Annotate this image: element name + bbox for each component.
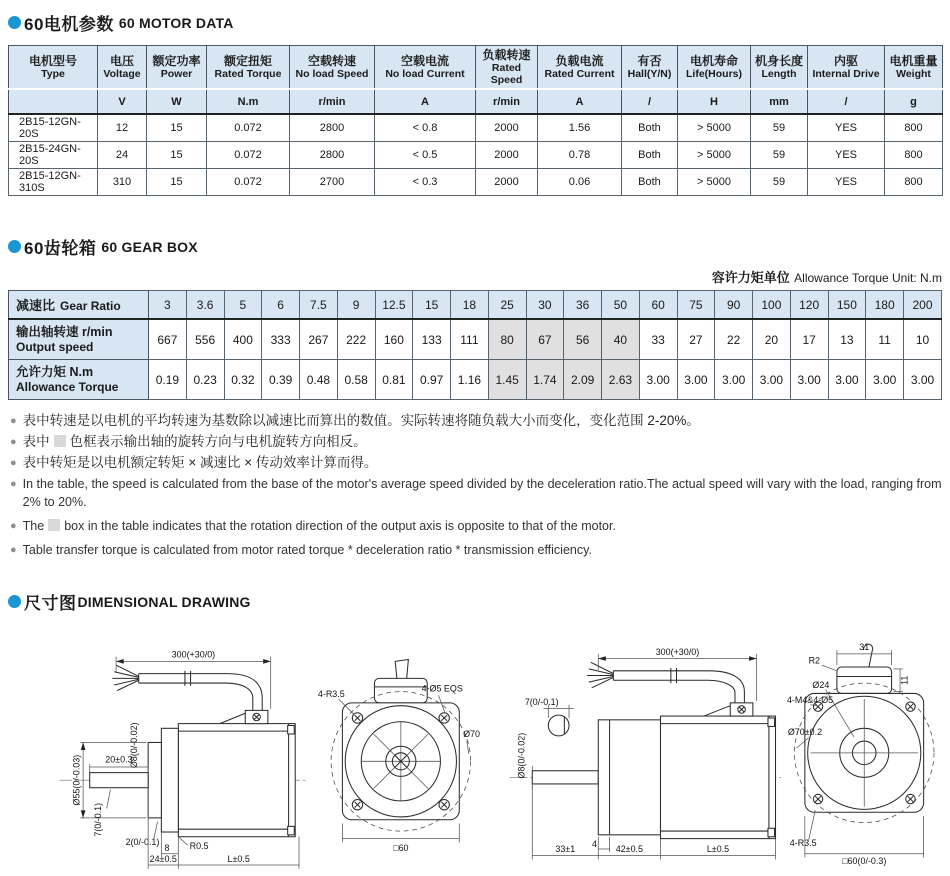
column-header-en: Rated Current [544,68,615,80]
data-cell: < 0.8 [375,114,476,142]
speed-cell: 400 [224,319,262,360]
note-line: ● 表中转矩是以电机额定转矩 × 减速比 × 传动效率计算而得。 [10,455,378,470]
torque-cell: 2.09 [564,360,602,400]
data-cell: < 0.5 [375,142,476,169]
row-label-zh: 允许力矩 N.m [16,365,94,379]
dim-label: □60 [393,842,409,853]
table-row [9,169,943,196]
dim-label: R2 [809,655,821,666]
motor-data-section [8,10,942,196]
column-header-zh: 内驱 [833,54,858,68]
speed-cell: 22 [715,319,753,360]
speed-cell: 111 [451,319,489,360]
column-header [751,46,808,90]
dim-label: 8 [164,842,170,853]
table-row [9,360,942,400]
column-header-zh: 额定扭矩 [223,54,272,68]
dim-label: 20±0.3 [105,754,133,765]
speed-cell: 160 [375,319,413,360]
table-row [9,142,943,169]
data-cell: 800 [885,142,943,169]
column-header-zh: 负载电流 [555,54,604,68]
dim-label: Ø55(0/-0.03) [71,754,82,806]
speed-cell: 267 [300,319,338,360]
speed-cell: 67 [526,319,564,360]
data-cell: 15 [147,142,207,169]
column-header [476,46,538,90]
ratio-cell: 30 [526,291,564,320]
ratio-cell: 90 [715,291,753,320]
ratio-cell: 36 [564,291,602,320]
dim-label: 7(0/-0.1) [524,696,559,707]
note-line: ● 表中转速是以电机的平均转速为基数除以减速比而算出的数值。实际转速将随负载大小而变化，变化范围 2-20%。 [10,413,700,428]
ratio-cell: 9 [337,291,375,320]
torque-cell: 1.16 [451,360,489,400]
speed-cell: 11 [866,319,904,360]
column-header-zh: 有否 [637,54,662,68]
column-header [207,46,290,90]
data-cell: 0.78 [538,142,622,169]
note-line: ● In the table, the speed is calculated from the base of the motor's average speed divided by the deceleration ratio.The actual speed will vary with the load, ranging from 2% to 20%. [10,477,942,509]
column-header-zh: 电机寿命 [689,54,738,68]
column-header-en: Hall(Y/N) [627,68,672,80]
column-header [375,46,476,90]
speed-cell: 56 [564,319,602,360]
ratio-cell: 100 [753,291,791,320]
column-unit: mm [751,89,808,114]
column-unit [9,89,98,114]
speed-cell: 80 [488,319,526,360]
gray-box-swatch [54,435,66,447]
row-label-zh: 输出轴转速 r/min [16,325,113,339]
dim-label: 31 [859,642,870,653]
column-header-zh: 机身长度 [754,54,803,68]
data-cell: 0.072 [207,169,290,196]
row-label-en: Gear Ratio [60,298,121,313]
dim-label: L±0.5 [227,854,250,865]
data-cell: > 5000 [678,142,751,169]
column-unit: / [808,89,885,114]
dimensional-drawings [52,624,942,876]
row-label-en: Allowance Torque [16,380,119,394]
column-unit: / [622,89,678,114]
column-header-en: No load Current [385,68,465,80]
torque-cell: 3.00 [904,360,942,400]
column-header-en: Weight [896,68,931,80]
section-title-dimensional [8,589,942,614]
torque-cell: 3.00 [828,360,866,400]
data-cell: 800 [885,169,943,196]
column-header-zh: 空载电流 [400,54,449,68]
data-cell: Both [622,169,678,196]
row-label-zh: 减速比 [16,297,56,313]
dim-label: 11 [900,675,911,685]
data-cell: 2000 [476,142,538,169]
ratio-cell: 6 [262,291,300,320]
motor-side-drawing [52,624,316,876]
dim-label: 7(0/-0.1) [93,802,104,837]
data-cell: 800 [885,114,943,142]
speed-cell: 333 [262,319,300,360]
ratio-cell: 200 [904,291,942,320]
dim-label: Ø8(0/-0.02) [128,722,139,769]
section-title-zh: 60电机参数 [24,15,114,34]
model-cell: 2B15-12GN-310S [9,169,98,196]
speed-cell: 33 [639,319,677,360]
dim-label: 4 [591,839,597,850]
speed-cell: 13 [828,319,866,360]
data-cell: 59 [751,114,808,142]
dim-label: Ø24 [812,679,830,690]
ratio-cell: 50 [602,291,640,320]
data-cell: YES [808,169,885,196]
torque-cell: 0.39 [262,360,300,400]
gearbox-table [8,290,942,400]
row-label [9,291,149,320]
data-cell: < 0.3 [375,169,476,196]
column-header-zh: 电压 [109,54,134,68]
dim-label: Ø70±0.2 [788,726,823,737]
model-cell: 2B15-24GN-20S [9,142,98,169]
dim-label: 4-R3.5 [317,689,345,700]
ratio-cell: 25 [488,291,526,320]
torque-cell: 0.48 [300,360,338,400]
ratio-cell: 3.6 [186,291,224,320]
motor-front-drawing [316,624,486,876]
torque-cell: 0.19 [149,360,187,400]
column-unit: V [98,89,147,114]
section-title-zh: 60齿轮箱 [24,239,97,258]
dim-label: □60(0/-0.3) [842,856,887,867]
data-cell: Both [622,114,678,142]
column-header [808,46,885,90]
note-line: ● The box in the table indicates that the rotation direction of the output axis is opposite to that of the motor. [10,519,616,533]
column-unit: g [885,89,943,114]
data-cell: 15 [147,169,207,196]
note-bullet-icon: ● [10,520,17,532]
bullet-dot-icon [8,240,21,253]
ratio-cell: 18 [451,291,489,320]
dim-label: Ø8(0/-0.02) [516,732,527,779]
data-cell: 0.072 [207,142,290,169]
data-cell: 12 [98,114,147,142]
column-header-en: Life(Hours) [686,68,742,80]
column-header [9,46,98,90]
dim-label: L±0.5 [706,843,729,854]
note-bullet-icon: ● [10,544,17,556]
dim-label: Ø70 [463,728,480,739]
data-cell: 310 [98,169,147,196]
dim-label: 33±1 [555,843,575,854]
ratio-cell: 3 [149,291,187,320]
torque-cell: 3.00 [753,360,791,400]
column-header-zh: 电机重量 [889,54,938,68]
column-header-zh: 负载转速 [482,48,531,62]
data-cell: 1.56 [538,114,622,142]
torque-cell: 1.45 [488,360,526,400]
ratio-cell: 75 [677,291,715,320]
header-row [9,46,943,90]
data-cell: > 5000 [678,114,751,142]
ratio-cell: 150 [828,291,866,320]
torque-cell: 0.23 [186,360,224,400]
data-cell: 15 [147,114,207,142]
bullet-dot-icon [8,595,21,608]
note-line: ● Table transfer torque is calculated from motor rated torque * deceleration ratio * transmission efficiency. [10,543,592,557]
table-row [9,114,943,142]
dim-label: 24±0.5 [149,854,177,865]
motor-data-table [8,45,943,196]
column-header-en: Rated Speed [490,62,523,86]
speed-cell: 20 [753,319,791,360]
dimensional-section [8,589,942,876]
column-header [622,46,678,90]
section-title-en: 60 GEAR BOX [101,238,198,255]
table-row [9,291,942,320]
column-unit: A [538,89,622,114]
ratio-cell: 5 [224,291,262,320]
column-header-en: Voltage [103,68,141,80]
column-header [538,46,622,90]
gearbox-section [8,234,942,559]
data-cell: YES [808,142,885,169]
column-header-zh: 电机型号 [28,54,77,68]
column-header-en: Type [41,68,65,80]
ratio-cell: 15 [413,291,451,320]
note-bullet-icon: ● [10,478,17,490]
dim-label: 300(+30/0) [171,649,216,660]
frayed-wires [587,662,613,687]
ratio-cell: 180 [866,291,904,320]
column-header-en: Internal Drive [812,68,880,80]
allowance-torque-unit-note: 容许力矩单位 Allowance Torque Unit: N.m [711,270,942,285]
table-row [9,319,942,360]
column-header-en: Rated Torque [214,68,282,80]
column-header-zh: 额定功率 [152,54,201,68]
data-cell: 2800 [290,142,375,169]
speed-cell: 40 [602,319,640,360]
data-cell: 59 [751,142,808,169]
column-header-en: Power [160,68,193,80]
section-title-motor-data [8,10,942,35]
speed-cell: 27 [677,319,715,360]
torque-cell: 0.81 [375,360,413,400]
speed-cell: 222 [337,319,375,360]
column-header [147,46,207,90]
column-header-zh: 空载转速 [307,54,356,68]
torque-cell: 0.32 [224,360,262,400]
torque-cell: 0.58 [337,360,375,400]
data-cell: 2000 [476,169,538,196]
column-unit: W [147,89,207,114]
column-unit: r/min [476,89,538,114]
data-cell: 59 [751,169,808,196]
column-header [885,46,943,90]
speed-cell: 10 [904,319,942,360]
gearmotor-front-drawing [786,624,942,876]
data-cell: Both [622,142,678,169]
unit-row [9,89,943,114]
column-header [290,46,375,90]
data-cell: 2800 [290,114,375,142]
data-cell: > 5000 [678,169,751,196]
column-unit: H [678,89,751,114]
data-cell: YES [808,114,885,142]
torque-cell: 3.00 [790,360,828,400]
column-unit: N.m [207,89,290,114]
column-header-en: No load Speed [295,68,369,80]
data-cell: 2700 [290,169,375,196]
data-cell: 2000 [476,114,538,142]
speed-cell: 667 [149,319,187,360]
note-line: ● 表中 色框表示输出轴的旋转方向与电机旋转方向相反。 [10,434,367,449]
ratio-cell: 120 [790,291,828,320]
column-unit: r/min [290,89,375,114]
bullet-dot-icon [8,16,21,29]
dim-label: 4-R3.5 [790,838,818,849]
ratio-cell: 12.5 [375,291,413,320]
row-label [9,319,149,360]
column-header [678,46,751,90]
model-cell: 2B15-12GN-20S [9,114,98,142]
section-title-gearbox [8,234,942,259]
dim-label: R0.5 [189,840,209,851]
ratio-cell: 60 [639,291,677,320]
note-bullet-icon: ● [10,457,17,469]
dim-label: 4-M4&4-Ø5 [787,694,834,705]
section-title-en: DIMENSIONAL DRAWING [77,593,251,610]
dim-label: 2(0/-0.1) [125,837,160,848]
gray-box-swatch [48,519,60,531]
note-bullet-icon: ● [10,436,17,448]
speed-cell: 17 [790,319,828,360]
torque-cell: 1.74 [526,360,564,400]
section-title-zh: 尺寸图 [24,594,77,613]
data-cell: 0.06 [538,169,622,196]
column-unit: A [375,89,476,114]
speed-cell: 133 [413,319,451,360]
speed-cell: 556 [186,319,224,360]
row-label-en: Output speed [16,340,94,354]
column-header-en: Length [761,68,797,80]
torque-cell: 3.00 [677,360,715,400]
torque-cell: 0.97 [413,360,451,400]
dim-label: 42±0.5 [615,843,643,854]
data-cell: 24 [98,142,147,169]
row-label [9,360,149,400]
torque-cell: 3.00 [639,360,677,400]
gearmotor-side-drawing [504,624,787,876]
gearbox-notes [10,412,942,559]
torque-cell: 3.00 [715,360,753,400]
section-title-en: 60 MOTOR DATA [118,14,234,31]
dim-label: 4-Ø5 EQS [421,683,463,694]
dim-label: 300(+30/0) [655,646,699,657]
torque-cell: 3.00 [866,360,904,400]
torque-cell: 2.63 [602,360,640,400]
note-bullet-icon: ● [10,415,17,427]
column-header [98,46,147,90]
ratio-cell: 7.5 [300,291,338,320]
data-cell: 0.072 [207,114,290,142]
